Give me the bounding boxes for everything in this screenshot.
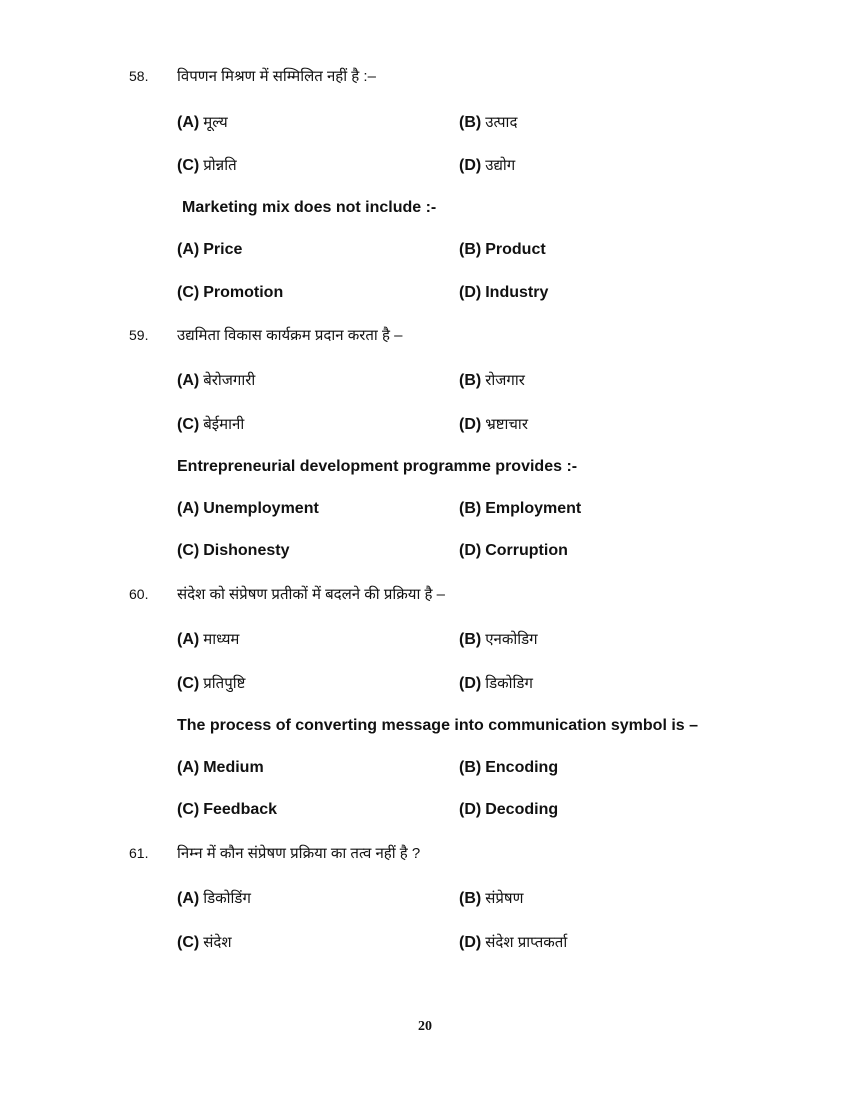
question-stem-hindi: विपणन मिश्रण में सम्मिलित नहीं है :– xyxy=(177,68,376,85)
option-d-hindi: (D) उद्योग xyxy=(459,157,516,174)
option-b-english: (B) Encoding xyxy=(459,759,559,776)
option-d-english: (D) Industry xyxy=(459,284,549,301)
option-a-hindi: (A) डिकोडिंग xyxy=(177,890,251,907)
option-a-english: (A) Medium xyxy=(177,759,264,776)
option-b-hindi: (B) रोजगार xyxy=(459,372,525,389)
question-number: 58. xyxy=(129,68,149,84)
option-c-english: (C) Dishonesty xyxy=(177,542,290,559)
option-d-hindi: (D) डिकोडिग xyxy=(459,675,533,692)
option-d-english: (D) Decoding xyxy=(459,801,559,818)
option-c-hindi: (C) बेईमानी xyxy=(177,416,245,433)
question-stem-hindi: उद्यमिता विकास कार्यक्रम प्रदान करता है – xyxy=(177,327,403,344)
option-b-english: (B) Product xyxy=(459,241,546,258)
option-b-hindi: (B) संप्रेषण xyxy=(459,890,524,907)
option-d-hindi: (D) भ्रष्टाचार xyxy=(459,416,528,433)
option-a-hindi: (A) मूल्य xyxy=(177,114,228,131)
option-c-english: (C) Promotion xyxy=(177,284,284,301)
question-number: 60. xyxy=(129,586,149,602)
option-a-english: (A) Price xyxy=(177,241,243,258)
question-number: 59. xyxy=(129,327,149,343)
option-c-hindi: (C) संदेश xyxy=(177,934,232,951)
question-stem-english: Marketing mix does not include :- xyxy=(182,199,437,216)
option-b-hindi: (B) एनकोडिग xyxy=(459,631,538,648)
page-number: 20 xyxy=(418,1019,432,1034)
option-c-hindi: (C) प्रतिपुष्टि xyxy=(177,675,246,692)
question-stem-hindi: निम्न में कौन संप्रेषण प्रक्रिया का तत्व नहीं है ? xyxy=(177,845,421,862)
option-b-english: (B) Employment xyxy=(459,500,582,517)
option-c-hindi: (C) प्रोन्नति xyxy=(177,157,237,174)
question-stem-english: The process of converting message into communication symbol is – xyxy=(177,717,699,734)
option-d-english: (D) Corruption xyxy=(459,542,568,559)
option-b-hindi: (B) उत्पाद xyxy=(459,114,518,131)
option-d-hindi: (D) संदेश प्राप्तकर्ता xyxy=(459,934,568,951)
option-c-english: (C) Feedback xyxy=(177,801,278,818)
option-a-hindi: (A) माध्यम xyxy=(177,631,240,648)
option-a-hindi: (A) बेरोजगारी xyxy=(177,372,256,389)
question-stem-hindi: संदेश को संप्रेषण प्रतीकों में बदलने की प्रक्रिया है – xyxy=(177,586,446,603)
question-stem-english: Entrepreneurial development programme provides :- xyxy=(177,458,578,475)
option-a-english: (A) Unemployment xyxy=(177,500,319,517)
question-number: 61. xyxy=(129,845,149,861)
